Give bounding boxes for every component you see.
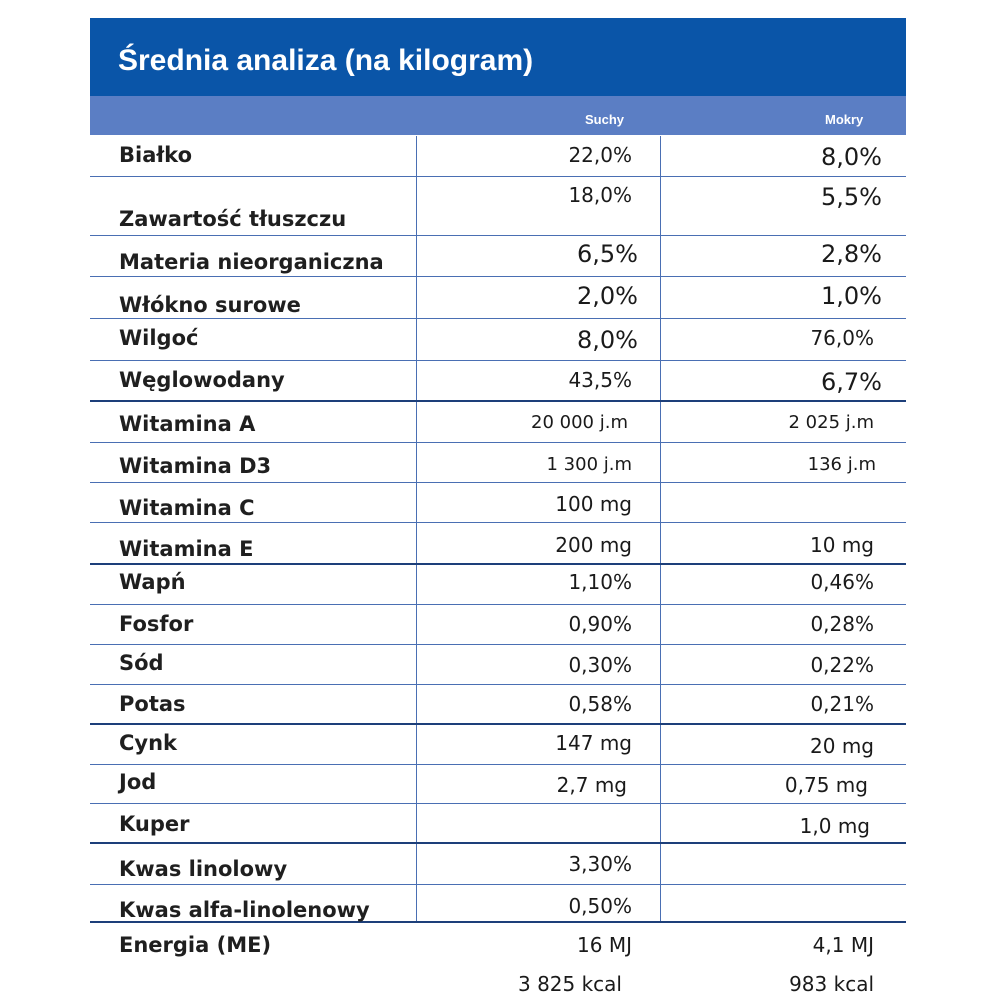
row-label: Energia (ME)	[119, 933, 272, 957]
wet-value: 0,75 mg	[784, 773, 868, 797]
wet-value: 8,0%	[821, 143, 882, 171]
column-header-bar	[90, 96, 906, 135]
dry-value: 18,0%	[568, 183, 632, 207]
wet-value: 2,8%	[821, 240, 882, 268]
dry-value: 2,0%	[577, 282, 638, 310]
row-divider	[90, 318, 906, 319]
section-divider	[90, 400, 906, 402]
row-divider	[90, 235, 906, 236]
dry-value: 20 000 j.m	[531, 412, 628, 433]
dry-value: 2,7 mg	[556, 773, 627, 797]
row-divider	[90, 482, 906, 483]
row-divider	[90, 522, 906, 523]
section-divider	[90, 842, 906, 844]
row-label: Fosfor	[119, 612, 194, 636]
dry-value: 0,58%	[568, 692, 632, 716]
row-label: Kuper	[119, 812, 190, 836]
row-divider	[90, 884, 906, 885]
wet-value: 2 025 j.m	[788, 412, 874, 433]
row-label: Sód	[119, 651, 164, 675]
row-label: Witamina C	[119, 496, 255, 520]
row-label: Kwas linolowy	[119, 857, 288, 881]
row-divider	[90, 644, 906, 645]
dry-value: 0,90%	[568, 612, 632, 636]
dry-value: 0,50%	[568, 894, 632, 918]
row-divider	[90, 176, 906, 177]
dry-value: 147 mg	[555, 731, 632, 755]
row-label: Potas	[119, 692, 186, 716]
row-divider	[90, 684, 906, 685]
row-label: Kwas alfa-linolenowy	[119, 898, 370, 922]
row-divider	[90, 360, 906, 361]
dry-value: 3,30%	[568, 852, 632, 876]
wet-value: 0,46%	[810, 570, 874, 594]
row-divider	[90, 764, 906, 765]
row-label: Witamina D3	[119, 454, 272, 478]
row-label: Węglowodany	[119, 368, 285, 392]
wet-value: 20 mg	[810, 734, 874, 758]
wet-value: 136 j.m	[807, 454, 876, 475]
wet-value: 5,5%	[821, 183, 882, 211]
wet-value: 0,22%	[810, 653, 874, 677]
dry-value: 43,5%	[568, 368, 632, 392]
dry-value: 200 mg	[555, 533, 632, 557]
table-title: Średnia analiza (na kilogram)	[118, 44, 534, 77]
column-header-wet: Mokry	[825, 112, 864, 127]
row-label: Jod	[119, 770, 157, 794]
row-label: Witamina E	[119, 537, 254, 561]
table-title-bar	[90, 18, 906, 96]
section-divider	[90, 563, 906, 565]
row-label: Cynk	[119, 731, 178, 755]
wet-value: 1,0 mg	[799, 814, 870, 838]
row-divider	[90, 604, 906, 605]
row-divider	[90, 803, 906, 804]
dry-value: 0,30%	[568, 653, 632, 677]
wet-value: 4,1 MJ	[812, 933, 874, 957]
dry-value: 1,10%	[568, 570, 632, 594]
row-label: Włókno surowe	[119, 293, 301, 317]
dry-value: 100 mg	[555, 492, 632, 516]
row-divider	[90, 442, 906, 443]
dry-kcal-value: 3 825 kcal	[517, 972, 622, 996]
dry-value: 1 300 j.m	[546, 454, 632, 475]
dry-value: 8,0%	[577, 326, 638, 354]
row-label: Wapń	[119, 570, 186, 594]
column-header-dry: Suchy	[585, 112, 625, 127]
dry-value: 16 MJ	[577, 933, 632, 957]
row-label: Wilgoć	[119, 326, 199, 350]
row-label: Zawartość tłuszczu	[119, 207, 347, 231]
dry-value: 6,5%	[577, 240, 638, 268]
row-label: Białko	[119, 143, 192, 167]
wet-value: 0,28%	[810, 612, 874, 636]
row-divider	[90, 276, 906, 277]
dry-value: 22,0%	[568, 143, 632, 167]
wet-value: 0,21%	[810, 692, 874, 716]
wet-value: 10 mg	[810, 533, 874, 557]
row-label: Materia nieorganiczna	[119, 250, 384, 274]
wet-value: 76,0%	[810, 326, 874, 350]
section-divider	[90, 723, 906, 725]
wet-kcal-value: 983 kcal	[789, 972, 874, 996]
row-label: Witamina A	[119, 412, 256, 436]
wet-value: 6,7%	[821, 368, 882, 396]
wet-value: 1,0%	[821, 282, 882, 310]
